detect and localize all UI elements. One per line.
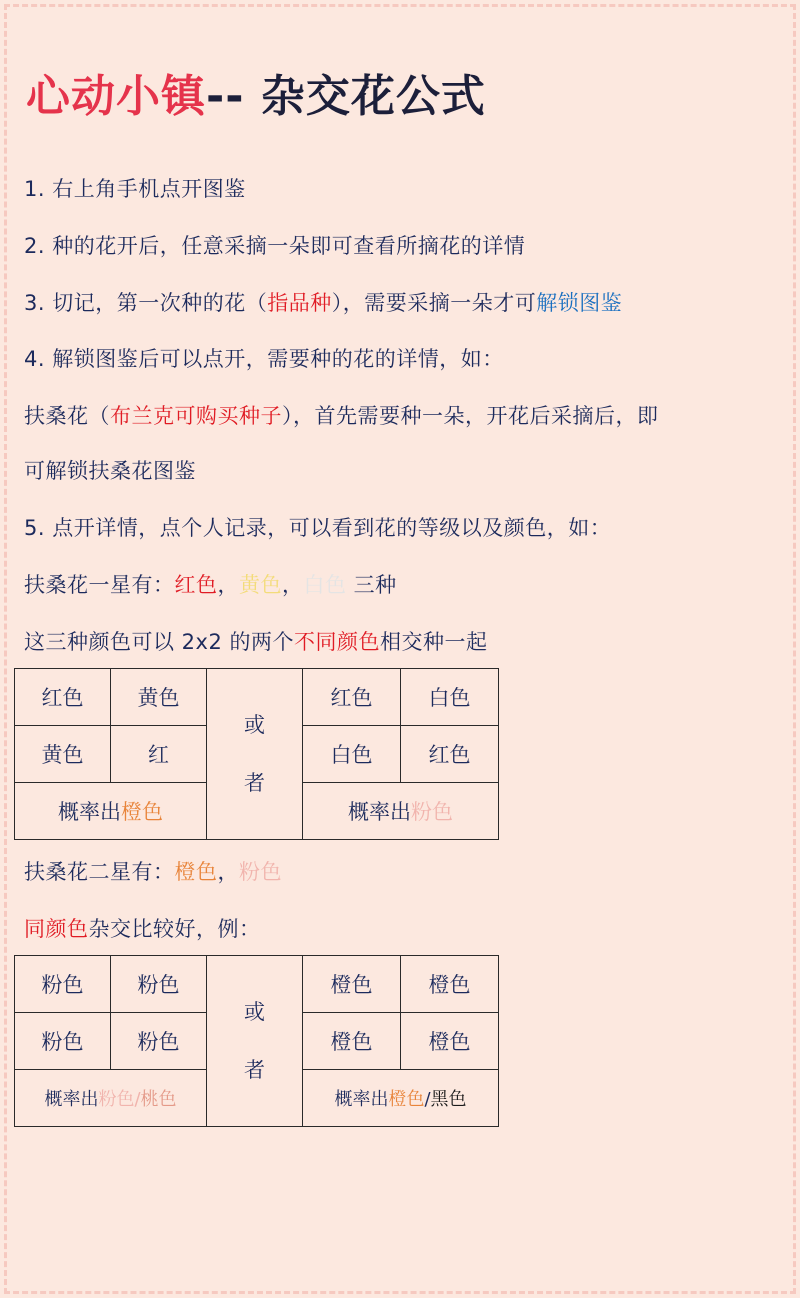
result-color: 黑色: [430, 1089, 467, 1110]
cell: 红色: [401, 726, 499, 783]
step-3: [24, 288, 622, 318]
step-4: 4. 解锁图鉴后可以点开，需要种的花的详情，如：: [24, 347, 504, 371]
color-white: 白色: [303, 573, 347, 597]
result-color: 粉色: [411, 800, 453, 824]
color-yellow: 黄色: [239, 573, 282, 597]
or-cell: [207, 669, 303, 840]
or-top: 或: [244, 713, 265, 737]
same-b: 杂交比较好，例：: [88, 917, 261, 941]
same-highlight: 同颜色: [24, 917, 89, 941]
title-red: 心动小镇: [26, 71, 206, 122]
one-star-colors: [24, 570, 397, 600]
color-orange: 橙色: [174, 860, 218, 884]
cell: 黄色: [15, 726, 111, 783]
step-3-part-c: ），需要采摘一朵才可: [331, 291, 537, 315]
cell: 红色: [15, 669, 111, 726]
cell: 粉色: [15, 956, 111, 1013]
result-label: 概率出: [58, 800, 121, 824]
title-dark: -- 杂交花公式: [206, 71, 486, 122]
result-color: 橙色: [388, 1089, 425, 1110]
sep: ，: [282, 573, 304, 597]
cell: 粉色: [15, 1013, 111, 1070]
combo-a: 这三种颜色可以 2x2 的两个: [24, 630, 294, 654]
sep: ，: [217, 860, 239, 884]
result-color: 橙色: [121, 800, 163, 824]
step-5: 5. 点开详情，点个人记录，可以看到花的等级以及颜色，如：: [24, 516, 612, 540]
one-star-label: 扶桑花一星有：: [24, 573, 175, 597]
or-bottom: 者: [244, 1058, 265, 1082]
combo-highlight: 不同颜色: [294, 630, 380, 654]
combo-c: 相交种一起: [380, 630, 488, 654]
result-left: [15, 783, 207, 840]
cell: 黄色: [111, 669, 207, 726]
cell: 红: [111, 726, 207, 783]
result-label: 概率出: [334, 1089, 389, 1110]
step-3-unlock: 解锁图鉴: [536, 291, 623, 315]
step-1: 1. 右上角手机点开图鉴: [24, 177, 246, 201]
cell: 橙色: [401, 1013, 499, 1070]
cross-table-2: [14, 955, 499, 1127]
cell: 红色: [303, 669, 401, 726]
step-2: 2. 种的花开后，任意采摘一朵即可查看所摘花的详情: [24, 234, 526, 258]
one-star-end: 三种: [346, 573, 397, 597]
step-3-highlight: 指品种: [267, 291, 332, 315]
result-color: 桃色: [140, 1089, 177, 1110]
two-star-colors: [24, 857, 282, 887]
or-bottom: 者: [244, 771, 265, 795]
result-label: 概率出: [348, 800, 411, 824]
result-right: [303, 783, 499, 840]
cell: 橙色: [303, 1013, 401, 1070]
or-cell: [207, 956, 303, 1127]
slash: /: [134, 1089, 141, 1110]
result-label: 概率出: [44, 1089, 99, 1110]
step-4-ex-c: ），首先需要种一朵，开花后采摘后，即: [282, 404, 659, 428]
result-right: [303, 1070, 499, 1127]
cell: 白色: [401, 669, 499, 726]
cell: 粉色: [111, 956, 207, 1013]
cell: 白色: [303, 726, 401, 783]
cross-table-1: [14, 668, 499, 840]
result-left: [15, 1070, 207, 1127]
cell: 橙色: [303, 956, 401, 1013]
step-4-example: [24, 401, 659, 431]
two-star-label: 扶桑花二星有：: [24, 860, 175, 884]
same-color-rule: [24, 914, 261, 944]
step-4-ex-a: 扶桑花（: [24, 404, 110, 428]
sep: ，: [217, 573, 239, 597]
cell: 橙色: [401, 956, 499, 1013]
page-title: [26, 60, 486, 124]
result-color: 粉色: [98, 1089, 135, 1110]
combo-rule: [24, 627, 488, 657]
or-top: 或: [244, 1000, 265, 1024]
color-pink: 粉色: [239, 860, 282, 884]
color-red: 红色: [174, 573, 218, 597]
step-3-part-a: 3. 切记，第一次种的花（: [24, 291, 268, 315]
step-4-example-cont: 可解锁扶桑花图鉴: [24, 459, 196, 483]
step-4-ex-highlight: 布兰克可购买种子: [110, 404, 282, 428]
slash: /: [424, 1089, 431, 1110]
cell: 粉色: [111, 1013, 207, 1070]
